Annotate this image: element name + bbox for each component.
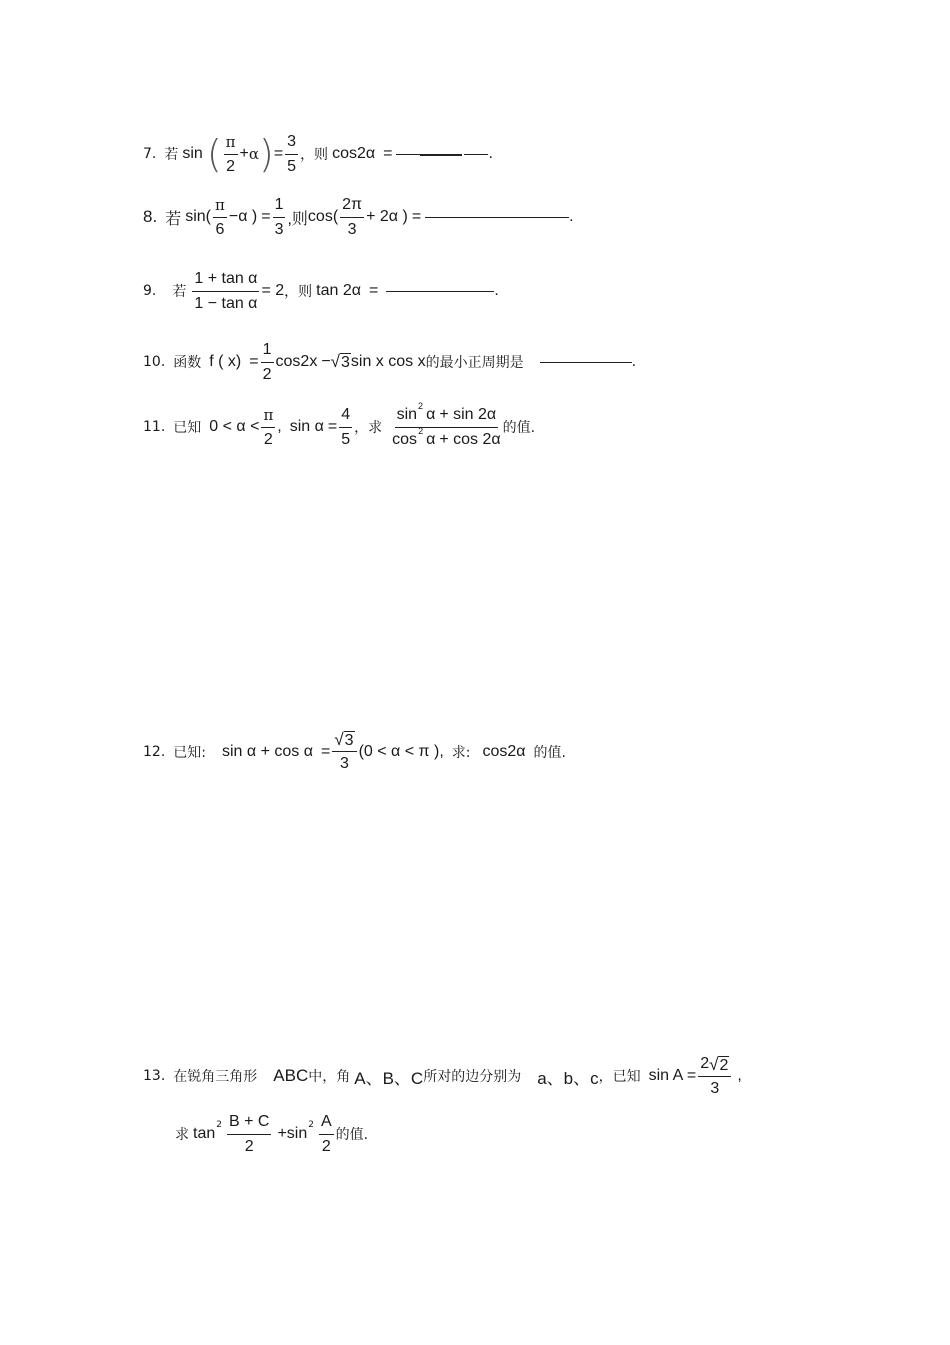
- fraction-pi-over-2: $\frac{\pi}{2}$: [225, 132, 236, 175]
- problem-number: 9.: [143, 283, 157, 299]
- left-paren: (: [206, 132, 222, 176]
- period: .: [488, 145, 493, 162]
- math-inequality: 0 < α <: [209, 418, 260, 435]
- text: 求:: [451, 745, 471, 761]
- fraction-pi-over-6: $\frac{\pi}{6}$: [214, 195, 225, 238]
- sqrt-3: √ 3: [330, 352, 350, 371]
- math-cos2a: cos2α: [482, 743, 526, 760]
- plus-sign: +: [239, 145, 249, 162]
- text: 中，角: [308, 1069, 351, 1085]
- fraction-2root2-over-3: 2 √ 2 3: [698, 1054, 731, 1099]
- fraction-BC-over-2: $\frac{B + C}{2}$: [228, 1112, 270, 1155]
- text: 的最小正周期是: [425, 355, 524, 371]
- comma: ,: [277, 418, 282, 435]
- fraction-A-over-2: $\frac{A}{2}$: [320, 1112, 332, 1155]
- text: 的值.: [533, 745, 566, 761]
- problem-number: 11.: [143, 419, 166, 435]
- math-plus-2alpha: + 2α ): [366, 208, 408, 225]
- period: .: [631, 353, 637, 370]
- period: .: [569, 208, 574, 225]
- superscript-2: 2: [308, 1120, 314, 1130]
- math-sin: sin(: [185, 208, 211, 225]
- math-sides: a、b、c: [537, 1068, 599, 1088]
- comma: ,: [737, 1067, 742, 1084]
- text: 在锐角三角形: [173, 1069, 258, 1085]
- answer-blank[interactable]: [540, 361, 632, 363]
- math-fx: f ( x): [209, 353, 242, 370]
- fraction-trig-expression: sin 2 α + sin 2α cos 2 α + cos 2α: [392, 400, 501, 448]
- text: 所对的边分别为: [423, 1069, 522, 1085]
- math-tan: tan: [193, 1125, 216, 1142]
- text: 若: [165, 208, 182, 228]
- minus-sign: −: [321, 353, 331, 370]
- math-sinx-cosx: sin x cos x: [350, 353, 426, 370]
- math-cos: cos(: [307, 208, 339, 225]
- fraction-tan: $\frac{\text{1 + tan α}}{\text{1 − tan α}}$: [194, 269, 258, 312]
- text: 的值.: [502, 420, 536, 436]
- text: ，已知: [598, 1069, 641, 1085]
- equals: =: [273, 145, 284, 162]
- right-paren: ): [258, 132, 274, 176]
- fraction-4-over-5: $\frac{4}{5}$: [341, 405, 351, 448]
- text: 已知: [173, 420, 202, 436]
- equals: =: [383, 145, 393, 162]
- text: ,则: [287, 210, 308, 228]
- fraction-1-over-2: $\frac{1}{2}$: [262, 340, 272, 383]
- text: 函数: [173, 355, 202, 371]
- problem-number: 8.: [143, 207, 158, 226]
- text: 若: [172, 284, 187, 300]
- equals: =: [368, 282, 379, 299]
- math-sin: sin: [182, 145, 203, 162]
- alpha: α: [248, 145, 259, 163]
- equals: =: [320, 743, 331, 760]
- math-condition: (0 < α < π ),: [358, 743, 444, 760]
- math-minus-alpha: −α ): [228, 208, 258, 225]
- fraction-3-over-5: $\frac{3}{5}$: [287, 132, 297, 175]
- math-abc: ABC: [273, 1066, 309, 1085]
- text: 若: [164, 147, 179, 163]
- problem-13-line-2: [175, 1108, 368, 1160]
- text: ，则: [300, 147, 329, 163]
- math-sinA: sin A =: [648, 1067, 697, 1084]
- text: 的值.: [335, 1127, 369, 1143]
- fraction-root3-over-3: √ 3 3: [332, 731, 356, 774]
- equals: =: [411, 208, 422, 225]
- math-cos2a: cos2α: [332, 145, 376, 162]
- math-cos2x: cos2x: [275, 353, 318, 370]
- answer-blank[interactable]: [464, 153, 488, 155]
- equals: =: [261, 208, 271, 225]
- text: 求: [175, 1127, 189, 1143]
- superscript-2: 2: [216, 1120, 222, 1130]
- equals: =: [249, 353, 259, 370]
- problem-number: 10.: [143, 354, 166, 370]
- answer-blank[interactable]: [386, 290, 494, 292]
- fraction-1-over-3: $\frac{1}{3}$: [274, 195, 284, 238]
- math-sin-alpha: sin α: [289, 418, 324, 435]
- equals: =: [327, 418, 338, 435]
- answer-blank[interactable]: [396, 153, 420, 155]
- problem-number: 7.: [143, 146, 157, 162]
- math-sin-plus-cos: sin α + cos α: [221, 743, 313, 760]
- period: .: [494, 282, 499, 299]
- plus-sign: +: [277, 1125, 287, 1142]
- math-sin: sin: [286, 1125, 308, 1142]
- math-tan2a: tan 2α: [316, 282, 361, 299]
- problem-number: 13.: [143, 1068, 166, 1084]
- fraction-2pi-over-3: $\frac{2\pi}{3}$: [342, 195, 363, 238]
- math-angles: A、B、C: [354, 1068, 424, 1088]
- math-equals-2: = 2: [261, 282, 285, 299]
- text: ，求: [354, 420, 383, 436]
- answer-blank[interactable]: [420, 153, 462, 156]
- fraction-pi-over-2: $\frac{\pi}{2}$: [263, 405, 274, 448]
- problem-number: 12.: [143, 744, 166, 760]
- text: ，则: [284, 284, 313, 300]
- answer-blank[interactable]: [425, 216, 569, 218]
- text: 已知:: [173, 745, 206, 761]
